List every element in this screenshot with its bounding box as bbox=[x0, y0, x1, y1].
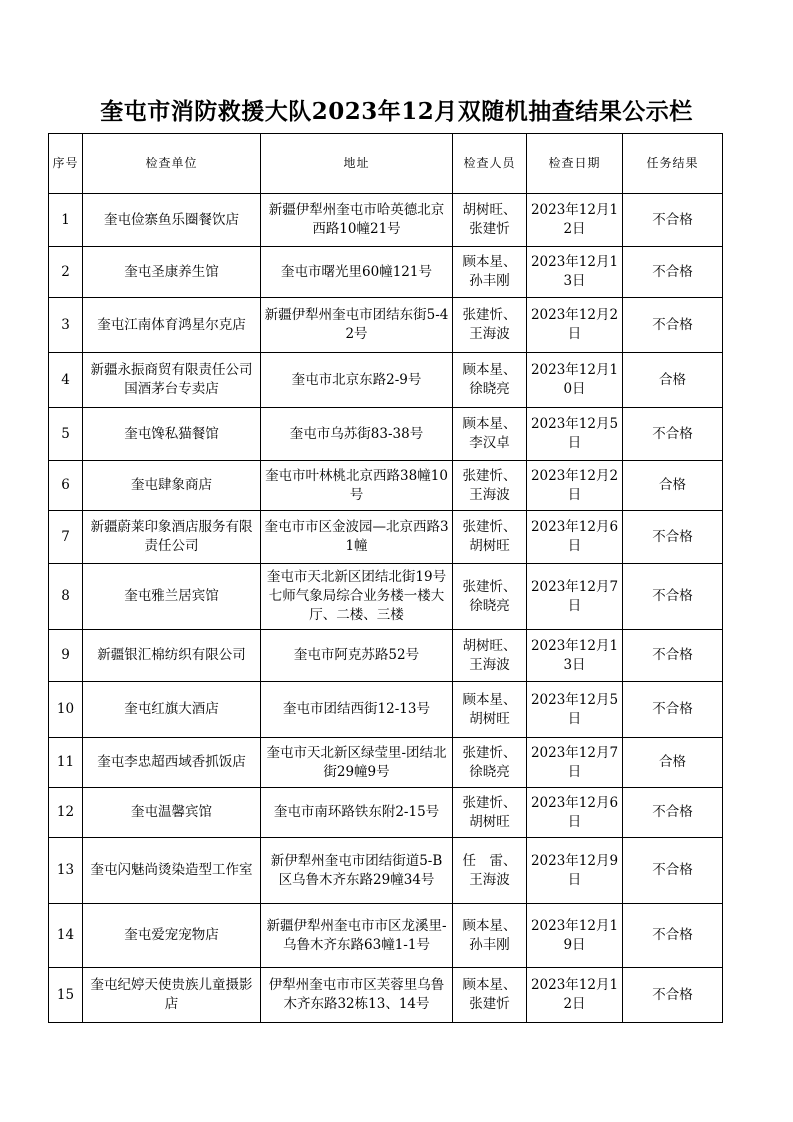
cell-result: 不合格 bbox=[623, 968, 723, 1023]
cell-unit: 奎屯李忠超西域香抓饭店 bbox=[83, 738, 261, 788]
cell-address: 奎屯市市区金波园—北京西路31幢 bbox=[261, 511, 453, 564]
cell-seq: 2 bbox=[49, 247, 83, 298]
cell-unit: 新疆银汇棉纺织有限公司 bbox=[83, 630, 261, 682]
cell-inspectors: 顾本星、徐晓亮 bbox=[453, 353, 527, 408]
cell-seq: 3 bbox=[49, 298, 83, 353]
cell-address: 奎屯市南环路铁东附2-15号 bbox=[261, 788, 453, 838]
cell-date: 2023年12月6日 bbox=[527, 788, 623, 838]
table-row bbox=[49, 408, 723, 461]
cell-inspectors: 张建忻、王海波 bbox=[453, 298, 527, 353]
cell-date: 2023年12月13日 bbox=[527, 630, 623, 682]
cell-unit: 奎屯闪魅尚烫染造型工作室 bbox=[83, 838, 261, 904]
cell-date: 2023年12月12日 bbox=[527, 968, 623, 1023]
cell-inspectors: 顾本星、胡树旺 bbox=[453, 682, 527, 738]
cell-inspectors: 张建忻、徐晓亮 bbox=[453, 564, 527, 630]
table-row bbox=[49, 247, 723, 298]
cell-result: 不合格 bbox=[623, 408, 723, 461]
cell-result: 不合格 bbox=[623, 194, 723, 247]
cell-inspectors: 顾本星、孙丰刚 bbox=[453, 247, 527, 298]
cell-seq: 7 bbox=[49, 511, 83, 564]
table-row bbox=[49, 511, 723, 564]
cell-address: 新疆伊犁州奎屯市市区龙溪里-乌鲁木齐东路63幢1-1号 bbox=[261, 904, 453, 968]
cell-date: 2023年12月19日 bbox=[527, 904, 623, 968]
table-row bbox=[49, 738, 723, 788]
table-row bbox=[49, 564, 723, 630]
cell-unit: 奎屯江南体育鸿星尔克店 bbox=[83, 298, 261, 353]
cell-result: 合格 bbox=[623, 353, 723, 408]
cell-date: 2023年12月7日 bbox=[527, 564, 623, 630]
cell-seq: 10 bbox=[49, 682, 83, 738]
cell-address: 奎屯市北京东路2-9号 bbox=[261, 353, 453, 408]
cell-result: 不合格 bbox=[623, 682, 723, 738]
cell-address: 奎屯市天北新区团结北街19号七师气象局综合业务楼一楼大厅、二楼、三楼 bbox=[261, 564, 453, 630]
cell-unit: 奎屯馋私猫餐馆 bbox=[83, 408, 261, 461]
cell-seq: 6 bbox=[49, 461, 83, 511]
cell-address: 奎屯市乌苏街83-38号 bbox=[261, 408, 453, 461]
table-row bbox=[49, 298, 723, 353]
cell-inspectors: 张建忻、王海波 bbox=[453, 461, 527, 511]
cell-result: 不合格 bbox=[623, 788, 723, 838]
cell-address: 奎屯市天北新区绿莹里-团结北街29幢9号 bbox=[261, 738, 453, 788]
results-table bbox=[48, 133, 723, 1023]
cell-date: 2023年12月2日 bbox=[527, 298, 623, 353]
cell-result: 合格 bbox=[623, 461, 723, 511]
cell-date: 2023年12月12日 bbox=[527, 194, 623, 247]
cell-date: 2023年12月5日 bbox=[527, 682, 623, 738]
cell-unit: 奎屯俭寨鱼乐圈餐饮店 bbox=[83, 194, 261, 247]
cell-unit: 奎屯爱宠宠物店 bbox=[83, 904, 261, 968]
cell-date: 2023年12月10日 bbox=[527, 353, 623, 408]
cell-seq: 11 bbox=[49, 738, 83, 788]
cell-inspectors: 顾本星、张建忻 bbox=[453, 968, 527, 1023]
cell-address: 伊犁州奎屯市市区芙蓉里乌鲁木齐东路32栋13、14号 bbox=[261, 968, 453, 1023]
cell-inspectors: 顾本星、孙丰刚 bbox=[453, 904, 527, 968]
cell-address: 新疆伊犁州奎屯市哈英德北京西路10幢21号 bbox=[261, 194, 453, 247]
cell-unit: 奎屯圣康养生馆 bbox=[83, 247, 261, 298]
cell-address: 奎屯市阿克苏路52号 bbox=[261, 630, 453, 682]
cell-result: 不合格 bbox=[623, 511, 723, 564]
page-title: 奎屯市消防救援大队2023年12月双随机抽查结果公示栏 bbox=[100, 98, 693, 125]
table-row bbox=[49, 353, 723, 408]
cell-date: 2023年12月5日 bbox=[527, 408, 623, 461]
cell-seq: 5 bbox=[49, 408, 83, 461]
header-date: 检查日期 bbox=[527, 134, 623, 194]
cell-inspectors: 任 雷、王海波 bbox=[453, 838, 527, 904]
cell-date: 2023年12月9日 bbox=[527, 838, 623, 904]
cell-unit: 奎屯红旗大酒店 bbox=[83, 682, 261, 738]
header-seq: 序号 bbox=[49, 134, 83, 194]
table-header-row bbox=[49, 134, 723, 194]
cell-address: 奎屯市曙光里60幢121号 bbox=[261, 247, 453, 298]
cell-result: 不合格 bbox=[623, 904, 723, 968]
cell-unit: 奎屯纪婷天使贵族儿童摄影店 bbox=[83, 968, 261, 1023]
table-row bbox=[49, 461, 723, 511]
header-unit: 检查单位 bbox=[83, 134, 261, 194]
cell-inspectors: 张建忻、胡树旺 bbox=[453, 511, 527, 564]
cell-seq: 15 bbox=[49, 968, 83, 1023]
cell-address: 奎屯市团结西街12-13号 bbox=[261, 682, 453, 738]
table-row bbox=[49, 904, 723, 968]
header-address: 地址 bbox=[261, 134, 453, 194]
table-row bbox=[49, 968, 723, 1023]
cell-unit: 奎屯肆象商店 bbox=[83, 461, 261, 511]
cell-inspectors: 胡树旺、王海波 bbox=[453, 630, 527, 682]
header-inspectors: 检查人员 bbox=[453, 134, 527, 194]
table-row bbox=[49, 682, 723, 738]
cell-result: 不合格 bbox=[623, 247, 723, 298]
cell-address: 新疆伊犁州奎屯市团结东街5-42号 bbox=[261, 298, 453, 353]
table-row bbox=[49, 630, 723, 682]
cell-inspectors: 顾本星、李汉卓 bbox=[453, 408, 527, 461]
cell-inspectors: 胡树旺、张建忻 bbox=[453, 194, 527, 247]
cell-date: 2023年12月7日 bbox=[527, 738, 623, 788]
table-row bbox=[49, 838, 723, 904]
cell-seq: 9 bbox=[49, 630, 83, 682]
cell-result: 不合格 bbox=[623, 838, 723, 904]
cell-seq: 13 bbox=[49, 838, 83, 904]
cell-seq: 8 bbox=[49, 564, 83, 630]
cell-seq: 12 bbox=[49, 788, 83, 838]
cell-result: 不合格 bbox=[623, 630, 723, 682]
table-row bbox=[49, 788, 723, 838]
cell-inspectors: 张建忻、徐晓亮 bbox=[453, 738, 527, 788]
cell-result: 合格 bbox=[623, 738, 723, 788]
cell-address: 奎屯市叶林桃北京西路38幢10号 bbox=[261, 461, 453, 511]
cell-date: 2023年12月6日 bbox=[527, 511, 623, 564]
cell-date: 2023年12月13日 bbox=[527, 247, 623, 298]
cell-unit: 新疆蔚莱印象酒店服务有限责任公司 bbox=[83, 511, 261, 564]
cell-result: 不合格 bbox=[623, 298, 723, 353]
cell-unit: 奎屯雅兰居宾馆 bbox=[83, 564, 261, 630]
cell-seq: 14 bbox=[49, 904, 83, 968]
cell-date: 2023年12月2日 bbox=[527, 461, 623, 511]
cell-unit: 新疆永振商贸有限责任公司国酒茅台专卖店 bbox=[83, 353, 261, 408]
cell-seq: 1 bbox=[49, 194, 83, 247]
cell-result: 不合格 bbox=[623, 564, 723, 630]
cell-address: 新伊犁州奎屯市团结街道5-B区乌鲁木齐东路29幢34号 bbox=[261, 838, 453, 904]
cell-seq: 4 bbox=[49, 353, 83, 408]
header-result: 任务结果 bbox=[623, 134, 723, 194]
table-row bbox=[49, 194, 723, 247]
cell-inspectors: 张建忻、胡树旺 bbox=[453, 788, 527, 838]
cell-unit: 奎屯温馨宾馆 bbox=[83, 788, 261, 838]
